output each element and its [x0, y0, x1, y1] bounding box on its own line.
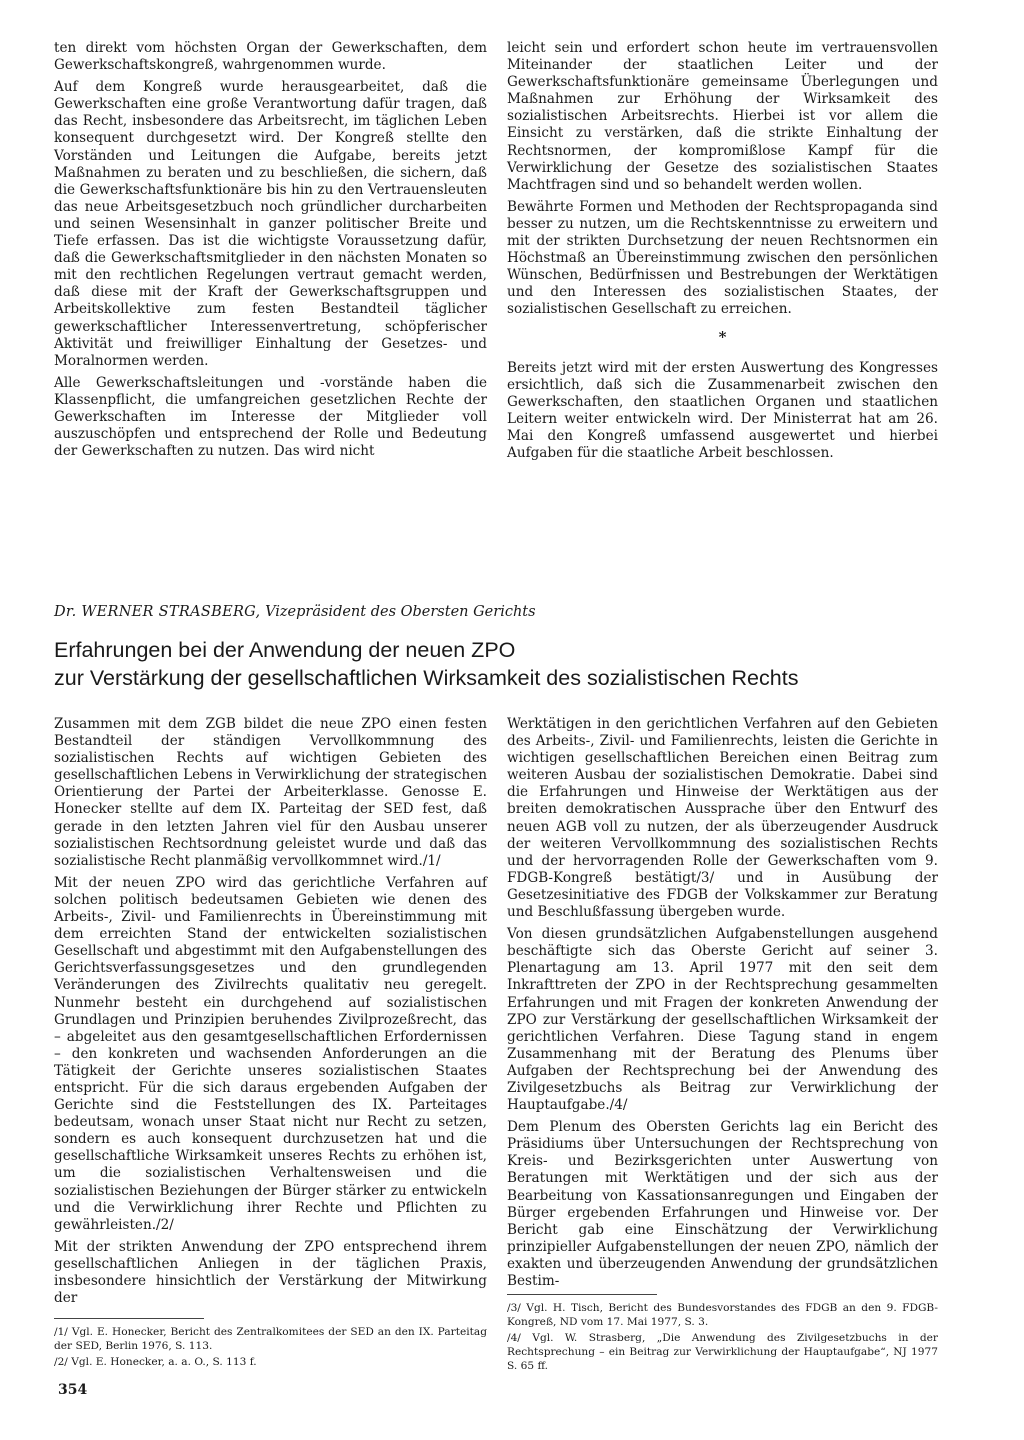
footnote: /2/ Vgl. E. Honecker, a. a. O., S. 113 f.	[54, 1356, 257, 1368]
author-name: Dr. WERNER STRASBERG,	[54, 604, 261, 620]
page-number: 354	[58, 1382, 88, 1398]
footnotes-right	[507, 1294, 938, 1375]
paragraph: Mit der neuen ZPO wird das gerichtliche Verfahren auf solchen politisch bedeutsamen Gebieten wie denen des Arbeits-, Zivil- und Familienrechts in Übereinstimmung mit dem erreichten Stand der entwickelten sozialistischen Gesellschaft und abgestimmt mit den Aufgabenstellungen des Gerichtsverfassungsgesetzes und den grundlegenden Veränderungen des Zivilrechts qualitativ neu geregelt. Nunmehr besteht ein durchgehend auf sozialistischen Grundlagen und Prinzipien beruhendes Zivilprozeßrecht, das – abgeleitet aus den gesamtgesellschaftlichen Erfordernissen – den konkreten und wachsenden Anforderungen an die Tätigkeit der Gerichte unseres sozialistischen Staates entspricht. Für die sich daraus ergebenden Aufgaben der Gerichte sind die Feststellungen des IX. Parteitages bedeutsam, wonach unser Staat nicht nur Recht zu setzen, sondern es auch konsequent durchzusetzen hat und die gesellschaftliche Wirksamkeit unseres Rechts zu erhöhen ist, um die sozialistischen Verhaltensweisen und die sozialistischen Beziehungen der Bürger stärker zu entwickeln und die Verwirklichung ihrer Rechte und Pflichten zu gewährleisten./2/	[54, 874, 487, 1233]
article-headline	[54, 636, 938, 692]
paragraph: Bewährte Formen und Methoden der Rechtspropaganda sind besser zu nutzen, um die Rechtskenntnisse zu erweitern und mit der strikten Durchsetzung der neuen Rechtsnormen ein Höchstmaß an Übereinstimmung zwischen den persönlichen Wünschen, Bedürfnissen und Bestrebungen der Werktätigen und den Interessen des sozialistischen Staates, der sozialistischen Gesellschaft zu erreichen.	[507, 198, 938, 318]
article-left-column	[54, 716, 487, 1312]
footnotes-left	[54, 1318, 487, 1371]
article-right-column	[507, 716, 938, 1295]
paragraph: leicht sein und erfordert schon heute im vertrauensvollen Miteinander der staatlichen Leiter und der Gewerkschaftsfunktionäre gemeinsame Überlegungen und Maßnahmen zur Erhöhung der Wirksamkeit des sozialistischen Arbeitsrechts. Hierbei ist vor allem die Einsicht zu verstärken, daß die strikte Einhaltung der Rechtsnormen, der kompromißlose Kampf für die Verwirklichung der Gesetze des sozialistischen Staates Machtfragen sind und so behandelt werden wollen.	[507, 40, 938, 193]
headline-line: zur Verstärkung der gesellschaftlichen Wirksamkeit des sozialistischen Rechts	[54, 666, 799, 690]
footnote: /4/ Vgl. W. Strasberg, „Die Anwendung des Zivilgesetzbuchs in der Rechtsprechung – ein Beitrag zur Verwirklichung der Hauptaufgabe“, NJ 1977 S. 65 ff.	[507, 1332, 938, 1372]
section-separator: *	[718, 327, 727, 346]
footnote-divider	[54, 1318, 204, 1319]
paragraph: ten direkt vom höchsten Organ der Gewerkschaften, dem Gewerkschaftskongreß, wahrgenommen wurde.	[54, 40, 487, 74]
footnote: /3/ Vgl. H. Tisch, Bericht des Bundesvorstandes des FDGB an den 9. FDGB-Kongreß, ND vom 17. Mai 1977, S. 3.	[507, 1302, 938, 1328]
author-byline	[54, 604, 938, 620]
paragraph: Zusammen mit dem ZGB bildet die neue ZPO einen festen Bestandteil der ständigen Vervollkommnung des sozialistischen Rechts auf wichtigen Gebieten des gesellschaftlichen Lebens in Verwirklichung der strategischen Orientierung der Partei der Arbeiterklasse. Genosse E. Honecker stellte auf dem IX. Parteitag der SED fest, daß gerade in den letzten Jahren viel für den Ausbau unserer sozialistischen Rechtsordnung geleistet wurde und daß das sozialistische Recht planmäßig vervollkommnet wird./1/	[54, 716, 487, 869]
paragraph: Alle Gewerkschaftsleitungen und -vorstände haben die Klassenpflicht, die umfangreichen gesetzlichen Rechte der Gewerkschaften im Interesse der Mitglieder voll auszuschöpfen und entsprechend der Rolle und Bedeutung der Gewerkschaften zu nutzen. Das wird nicht	[54, 374, 487, 460]
footnote-divider	[507, 1294, 657, 1295]
paragraph: Mit der strikten Anwendung der ZPO entsprechend ihrem gesellschaftlichen Anliegen in der täglichen Praxis, insbesondere hinsichtlich der Verstärkung der Mitwirkung der	[54, 1238, 487, 1307]
paragraph: Bereits jetzt wird mit der ersten Auswertung des Kongresses ersichtlich, daß sich die Zusammenarbeit zwischen den Gewerkschaften, den staatlichen Organen und staatlichen Leitern weiter entwickeln wird. Der Ministerrat hat am 26. Mai den Kongreß umfassend ausgewertet und hierbei Aufgaben für die staatliche Arbeit beschlossen.	[507, 359, 938, 462]
top-left-column	[54, 40, 487, 465]
paragraph: Werktätigen in den gerichtlichen Verfahren auf den Gebieten des Arbeits-, Zivil- und Familienrechts, leisten die Gerichte in wichtigen gesellschaftlichen Bereichen einen Beitrag zum weiteren Ausbau der sozialistischen Demokratie. Dabei sind die Erfahrungen und Hinweise der Werktätigen aus der breiten demokratischen Aussprache über den Entwurf des neuen AGB voll zu nutzen, der als überzeugender Ausdruck der weiteren Vervollkommnung des sozialistischen Rechts und der hervorragenden Rolle der Gewerkschaften vom 9. FDGB-Kongreß bestätigt/3/ und in Ausübung der Gesetzesinitiative des FDGB der Volkskammer zur Beratung und Beschlußfassung übergeben wurde.	[507, 716, 938, 921]
paragraph: Auf dem Kongreß wurde herausgearbeitet, daß die Gewerkschaften eine große Verantwortung dafür tragen, daß das Recht, insbesondere das Arbeitsrecht, im täglichen Leben konsequent durchgesetzt wird. Der Kongreß stellte den Vorständen und Leitungen die Aufgabe, bereits jetzt Maßnahmen zu beraten und zu beschließen, die sichern, daß die Gewerkschaftsfunktionäre bis hin zu den Vertrauensleuten das neue Arbeitsgesetzbuch noch gründlicher durcharbeiten und seinen Wesensinhalt in ganzer politischer Breite und Tiefe erfassen. Das ist die wichtigste Voraussetzung dafür, daß die Gewerkschaftsmitglieder in den nächsten Monaten so mit den rechtlichen Regelungen vertraut gemacht werden, daß diese mit der Kraft der Gewerkschaftsgruppen und Arbeitskollektive zum festen Bestandteil täglicher gewerkschaftlicher Interessenvertretung, schöpferischer Aktivität und freiwilliger Einhaltung der Gesetzes- und Moralnormen werden.	[54, 79, 487, 369]
headline-line: Erfahrungen bei der Anwendung der neuen ZPO	[54, 638, 516, 662]
top-right-column	[507, 40, 938, 467]
paragraph: Von diesen grundsätzlichen Aufgabenstellungen ausgehend beschäftigte sich das Oberste Gericht auf seiner 3. Plenartagung am 13. April 1977 mit den seit dem Inkrafttreten der ZPO in der Rechtsprechung gesammelten Erfahrungen und mit Fragen der konkreten Anwendung der ZPO zur Verstärkung der gesellschaftlichen Wirksamkeit der gerichtlichen Verfahren. Diese Tagung stand in engem Zusammenhang mit der Beratung des Plenums über Aufgaben der Rechtsprechung bei der Anwendung des Zivilgesetzbuchs als Beitrag zur Verwirklichung der Hauptaufgabe./4/	[507, 926, 938, 1114]
paragraph: Dem Plenum des Obersten Gerichts lag ein Bericht des Präsidiums über Untersuchungen der Rechtsprechung von Kreis- und Bezirksgerichten unter Auswertung von Beratungen mit Werktätigen und der sich aus der Bearbeitung von Kassationsanregungen und Eingaben der Bürger ergebenden Erfahrungen und Hinweise vor. Der Bericht gab eine Einschätzung der Verwirklichung prinzipieller Aufgabenstellungen der neuen ZPO, nämlich der exakten und überzeugenden Anwendung der grundsätzlichen Bestim-	[507, 1119, 938, 1289]
author-role: Vizepräsident des Obersten Gerichts	[265, 604, 536, 620]
footnote: /1/ Vgl. E. Honecker, Bericht des Zentralkomitees der SED an den IX. Parteitag der SED, Berlin 1976, S. 113.	[54, 1326, 487, 1352]
